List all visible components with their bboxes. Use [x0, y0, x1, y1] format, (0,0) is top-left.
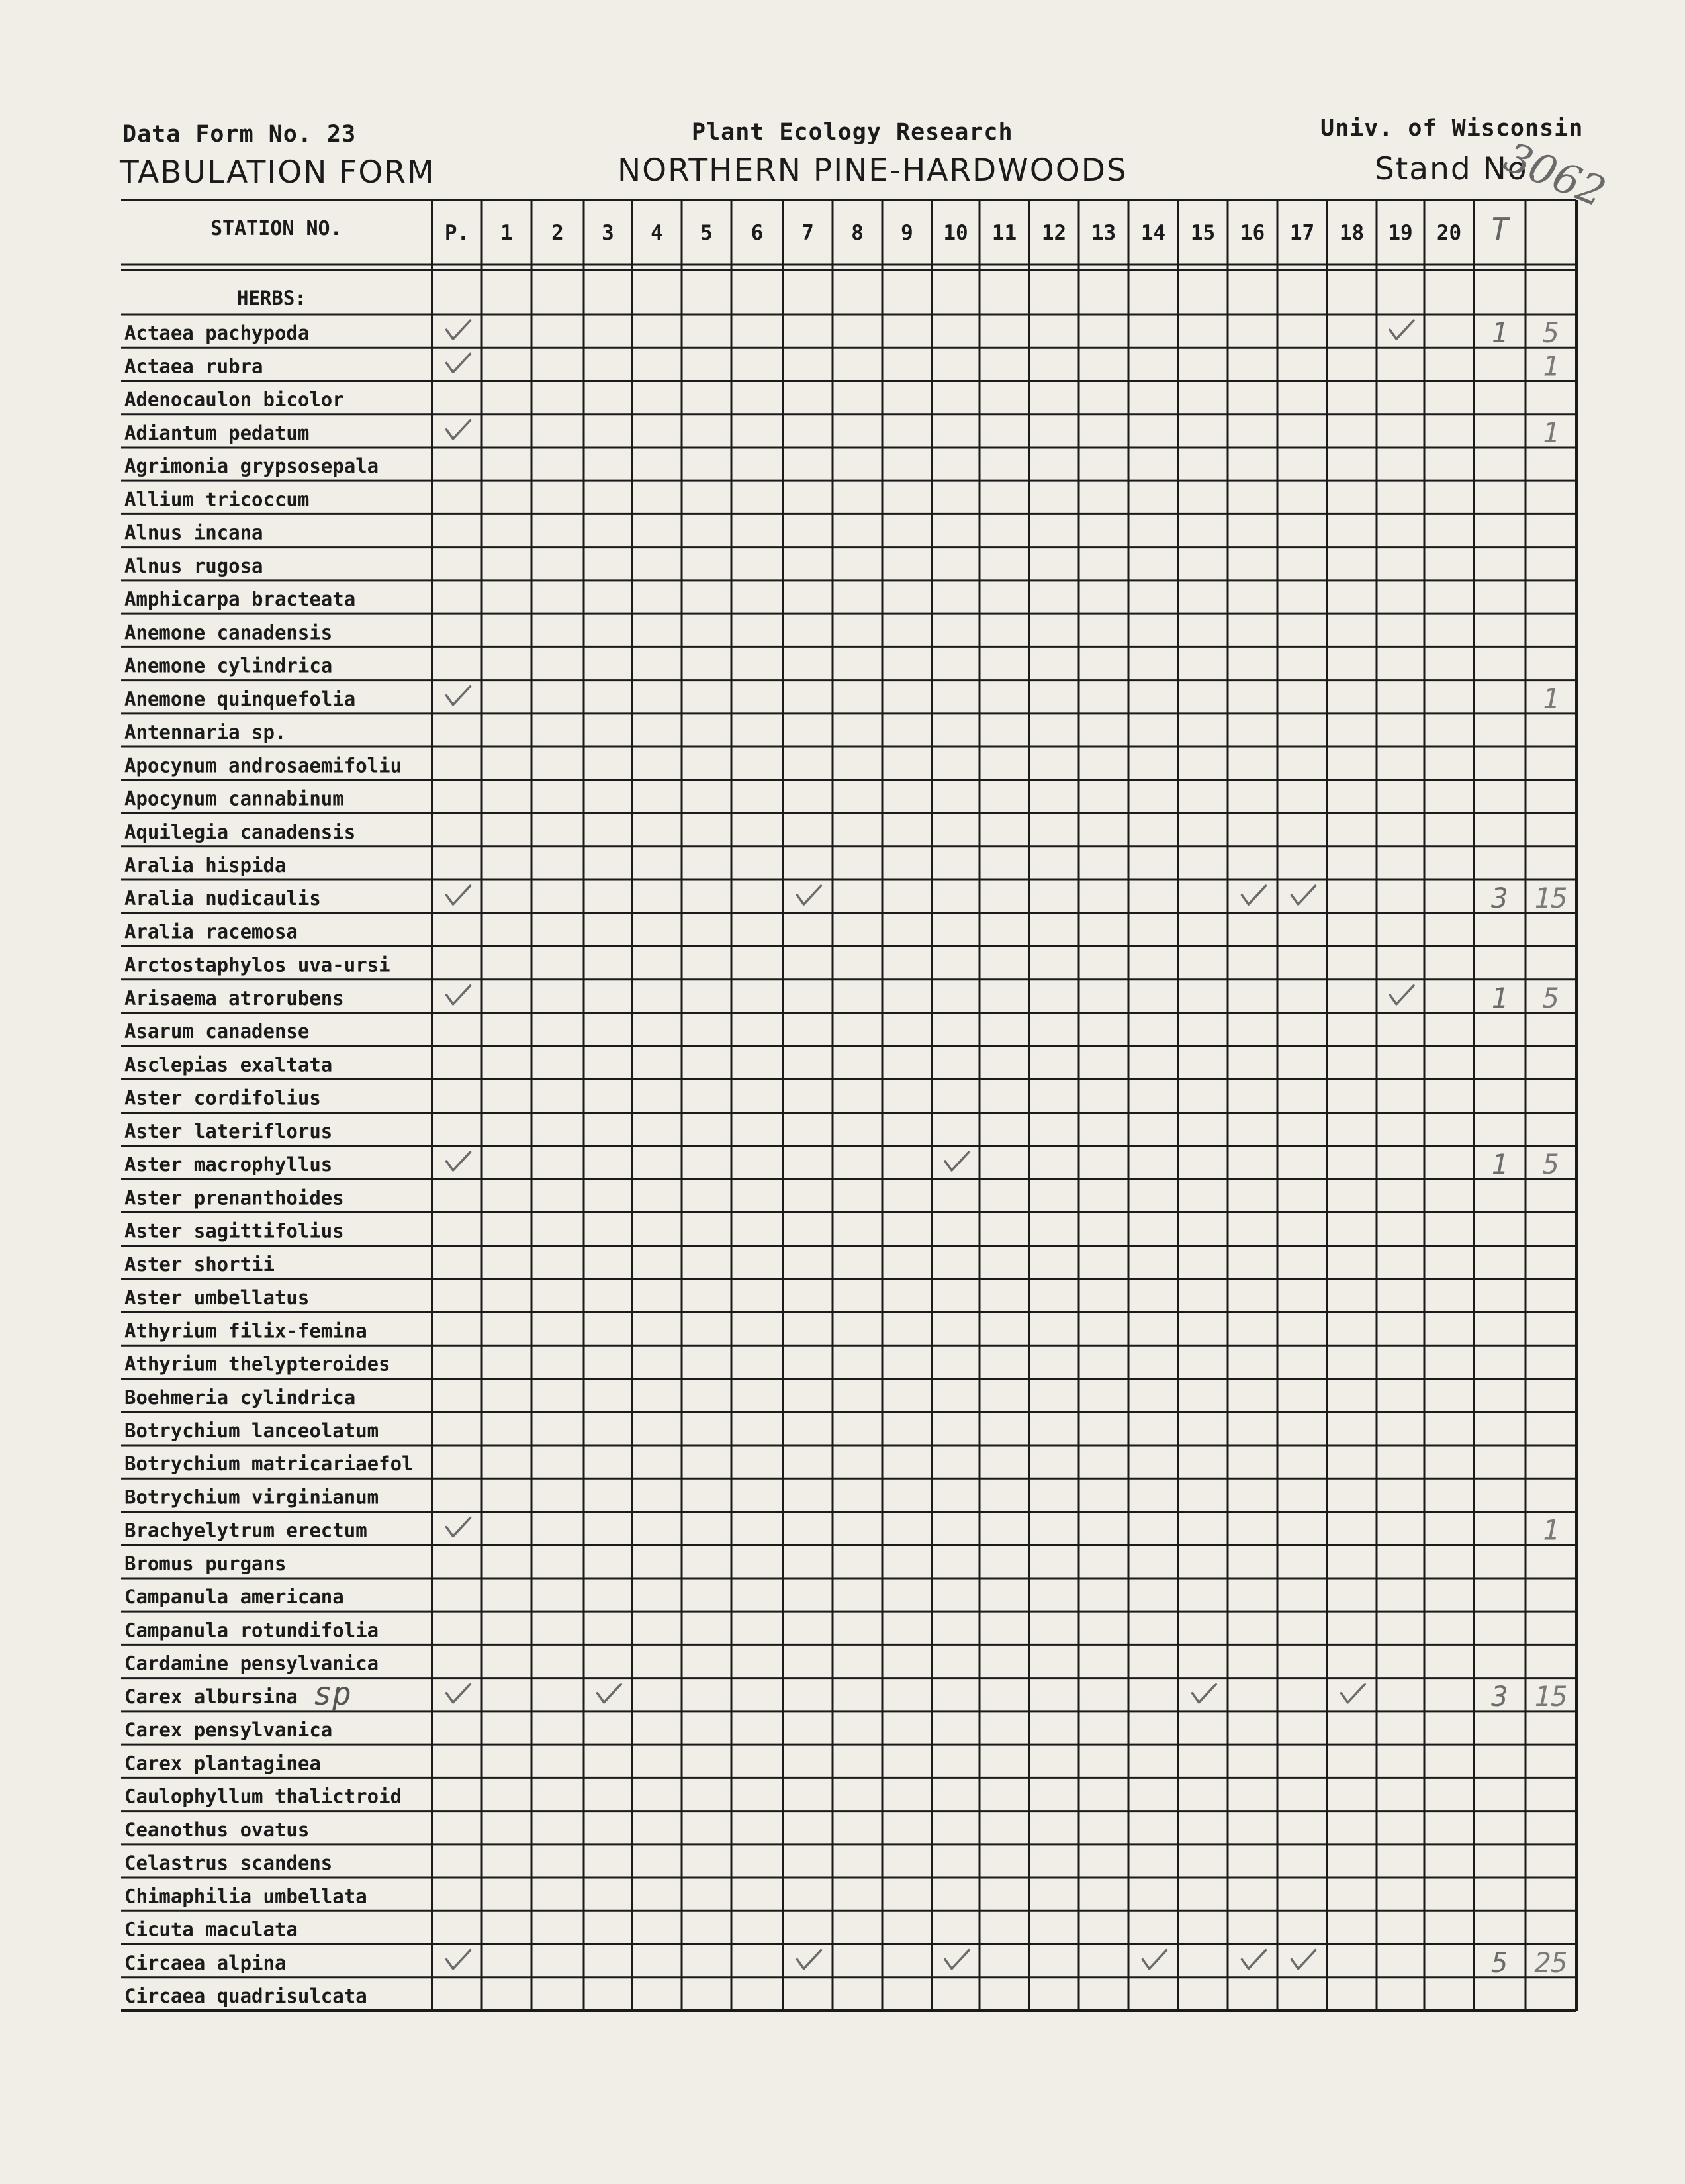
check-mark: [447, 1950, 471, 1969]
total-value: 5: [1491, 1946, 1508, 1979]
check-mark: [598, 1684, 621, 1703]
column-header: 10: [943, 221, 968, 245]
check-mark: [1292, 1950, 1316, 1969]
frequency-value: 15: [1534, 882, 1568, 915]
check-mark: [447, 986, 471, 1004]
check-mark: [797, 886, 821, 904]
species-name: Agrimonia grypsosepala: [124, 455, 379, 478]
column-header: 17: [1289, 221, 1315, 245]
check-mark: [447, 1152, 471, 1170]
total-value: 3: [1491, 1680, 1508, 1713]
check-mark: [1342, 1684, 1365, 1703]
column-header: P.: [444, 221, 470, 245]
species-name: Aster cordifolius: [124, 1086, 321, 1110]
column-header: 11: [991, 221, 1017, 245]
species-name: Antennaria sp.: [124, 721, 287, 744]
column-header: 9: [901, 221, 913, 245]
total-value: 1: [1491, 1148, 1508, 1181]
species-name: Actaea rubra: [124, 355, 263, 378]
species-name: Anemone quinquefolia: [124, 687, 356, 710]
species-name: Celastrus scandens: [124, 1852, 333, 1875]
column-header: 5: [700, 221, 713, 245]
organization-name: Plant Ecology Research: [692, 119, 1013, 146]
column-header: 14: [1140, 221, 1166, 245]
column-header: 12: [1041, 221, 1067, 245]
species-name: Aquilegia canadensis: [124, 820, 356, 843]
university-name: Univ. of Wisconsin: [1320, 115, 1584, 142]
check-mark: [1292, 886, 1316, 904]
species-name: Campanula americana: [124, 1586, 344, 1609]
species-name: Adiantum pedatum: [124, 421, 310, 444]
species-name: Athyrium thelypteroides: [124, 1353, 390, 1376]
column-header: 3: [602, 221, 614, 245]
species-name: Apocynum androsaemifoliu: [124, 754, 402, 777]
species-name: Carex pensylvanica: [124, 1719, 333, 1742]
frequency-value: 1: [1542, 1513, 1560, 1546]
frequency-value: 25: [1534, 1946, 1568, 1979]
check-mark: [1242, 1950, 1266, 1969]
tally-marks: [447, 316, 1568, 1979]
column-header: 15: [1190, 221, 1216, 245]
species-name: Botrychium matricariaefol: [124, 1452, 414, 1476]
check-mark: [447, 320, 471, 339]
check-mark: [945, 1950, 969, 1969]
species-name: Actaea pachypoda: [124, 322, 310, 345]
section-label: HERBS:: [237, 287, 306, 309]
column-header: 4: [651, 221, 663, 245]
species-name: Aster prenanthoides: [124, 1186, 344, 1210]
species-name: Carex albursina: [124, 1685, 298, 1708]
species-name: Aralia racemosa: [124, 920, 298, 943]
check-mark: [447, 354, 471, 372]
species-name: Circaea quadrisulcata: [124, 1985, 367, 2007]
check-mark: [797, 1950, 821, 1969]
species-name: Brachyelytrum erectum: [124, 1519, 367, 1542]
table-column-headers: [210, 211, 1510, 309]
species-name: Aster lateriflorus: [124, 1119, 333, 1143]
column-header: 7: [801, 221, 814, 245]
frequency-value: 15: [1534, 1680, 1568, 1713]
species-name: Aster macrophyllus: [124, 1153, 333, 1176]
species-name: Alnus incana: [124, 521, 263, 544]
species-name: Adenocaulon bicolor: [124, 388, 344, 411]
column-header: 2: [551, 221, 564, 245]
species-name: Anemone canadensis: [124, 621, 333, 644]
species-name: Arctostaphylos uva-ursi: [124, 953, 390, 976]
species-name: Allium tricoccum: [124, 488, 310, 511]
species-name: Aralia hispida: [124, 854, 287, 877]
station-header: STATION NO.: [210, 217, 342, 240]
species-name: Aralia nudicaulis: [124, 887, 321, 910]
species-name: Alnus rugosa: [124, 554, 263, 577]
species-name: Bromus purgans: [124, 1552, 287, 1575]
species-name: Aster shortii: [124, 1253, 275, 1276]
frequency-value: 5: [1542, 981, 1560, 1014]
species-name: Aster sagittifolius: [124, 1219, 344, 1243]
total-value: 1: [1491, 316, 1508, 350]
check-mark: [1242, 886, 1266, 904]
column-header: 1: [500, 221, 513, 245]
species-name: Aster umbellatus: [124, 1286, 310, 1309]
species-name: Arisaema atrorubens: [124, 986, 344, 1010]
species-name: Chimaphilia umbellata: [124, 1885, 367, 1908]
species-name: Botrychium virginianum: [124, 1486, 379, 1509]
check-mark: [447, 420, 471, 439]
frequency-value: 5: [1542, 1148, 1560, 1181]
column-header: 19: [1388, 221, 1413, 245]
frequency-value: 1: [1542, 682, 1560, 715]
check-mark: [1193, 1684, 1216, 1703]
check-mark: [1390, 986, 1414, 1004]
check-mark: [1143, 1950, 1167, 1969]
species-name: Asclepias exaltata: [124, 1053, 333, 1076]
check-mark: [945, 1152, 969, 1170]
total-value: 3: [1491, 882, 1508, 915]
column-header: 20: [1436, 221, 1462, 245]
community-title: NORTHERN PINE-HARDWOODS: [617, 152, 1128, 189]
species-labels: [124, 322, 414, 2007]
species-name: Amphicarpa bracteata: [124, 588, 356, 611]
species-name: Asarum canadense: [124, 1020, 310, 1043]
check-mark: [1390, 320, 1414, 339]
column-header: 13: [1091, 221, 1116, 245]
species-name: Campanula rotundifolia: [124, 1619, 379, 1642]
column-header: 6: [751, 221, 764, 245]
species-name: Cardamine pensylvanica: [124, 1652, 379, 1675]
species-name: Ceanothus ovatus: [124, 1818, 310, 1841]
frequency-value: 1: [1542, 350, 1560, 383]
check-mark: [447, 1684, 471, 1703]
column-header: T: [1490, 211, 1509, 247]
species-name: Caulophyllum thalictroid: [124, 1785, 402, 1808]
species-name: Athyrium filix-femina: [124, 1319, 367, 1343]
species-name: Apocynum cannabinum: [124, 787, 344, 810]
column-header: 16: [1240, 221, 1265, 245]
column-header: 18: [1339, 221, 1365, 245]
stand-number: 3062: [1497, 132, 1613, 216]
handwritten-note: sp: [313, 1675, 351, 1713]
species-name: Cicuta maculata: [124, 1918, 298, 1941]
species-name: Anemone cylindrica: [124, 654, 333, 677]
species-name: Boehmeria cylindrica: [124, 1386, 356, 1409]
species-name: Carex plantaginea: [124, 1752, 321, 1775]
stand-label: Stand No.: [1375, 151, 1539, 187]
total-value: 1: [1491, 981, 1508, 1014]
column-header: 8: [851, 221, 864, 245]
frequency-value: 5: [1542, 316, 1560, 350]
form-title: TABULATION FORM: [120, 154, 435, 191]
check-mark: [447, 687, 471, 705]
check-mark: [447, 1518, 471, 1537]
frequency-value: 1: [1542, 416, 1560, 449]
species-name: Botrychium lanceolatum: [124, 1419, 379, 1442]
check-mark: [447, 886, 471, 904]
form-number: Data Form No. 23: [122, 121, 357, 148]
species-name: Circaea alpina: [124, 1951, 287, 1974]
